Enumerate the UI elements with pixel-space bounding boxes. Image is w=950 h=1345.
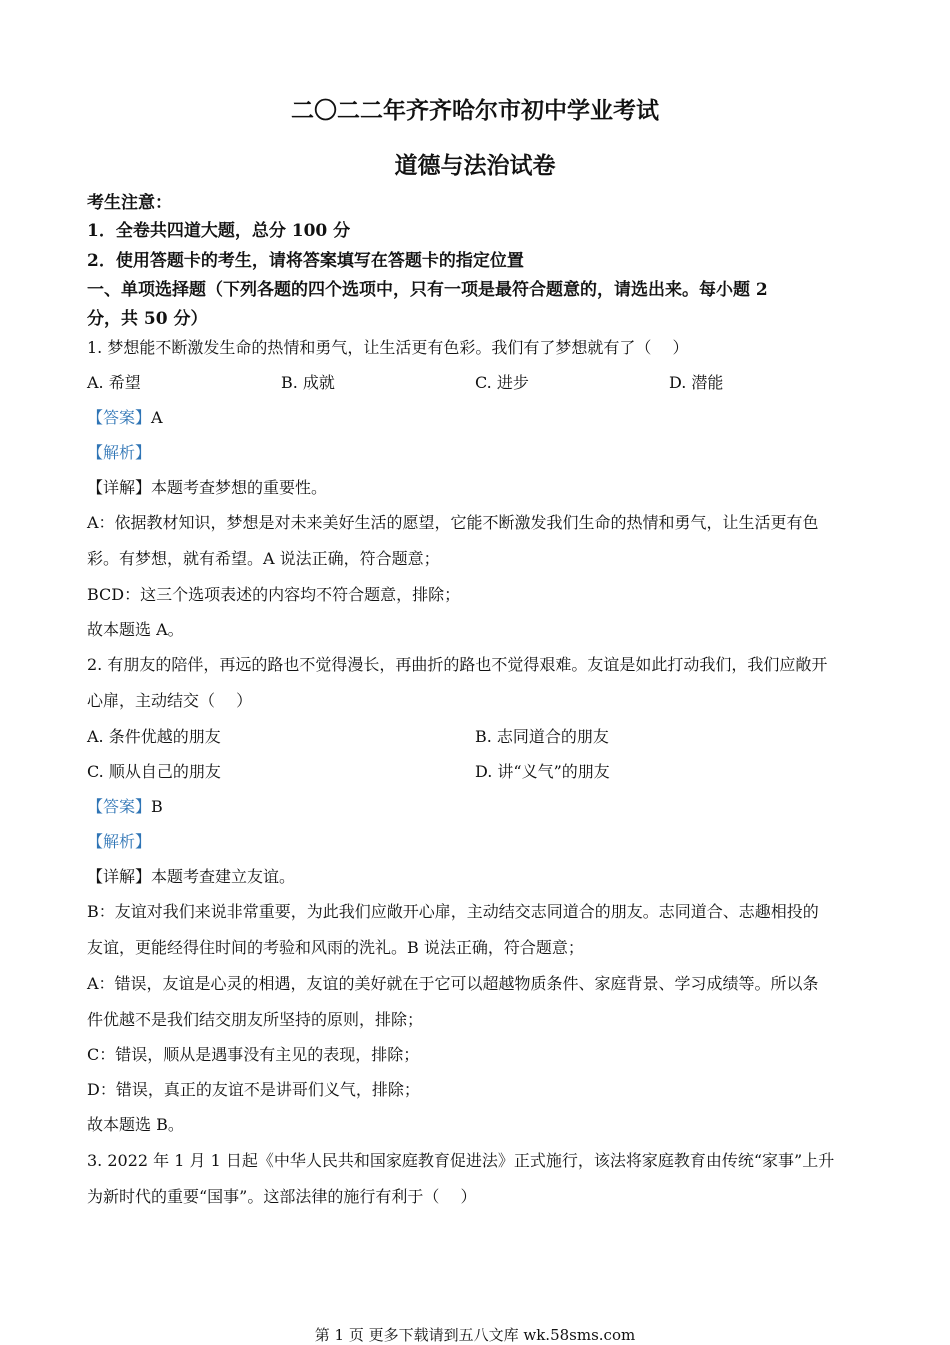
q2-option-a: A. 条件优越的朋友 <box>87 727 221 746</box>
exam-subtitle: 道德与法治试卷 <box>394 152 556 179</box>
q2-explanation: B：友谊对我们来说非常重要，为此我们应敞开心扉，主动结交志同道合的朋友。志同道合、志趣相投的 <box>87 902 819 921</box>
q2-analysis-tag: 【解析】 <box>87 832 152 851</box>
q2-answer <box>87 797 163 817</box>
q1-explanation: A：依据教材知识，梦想是对未来美好生活的愿望，它能不断激发我们生命的热情和勇气，让生活更有色 <box>87 513 819 532</box>
q2-explanation: D：错误，真正的友谊不是讲哥们义气，排除； <box>87 1080 420 1099</box>
section-heading: 一、单项选择题（下列各题的四个选项中，只有一项是最符合题意的，请选出来。每小题 2 <box>87 280 768 300</box>
q1-analysis-tag: 【解析】 <box>87 443 152 462</box>
q1-answer <box>87 408 163 428</box>
answer-value: A <box>151 408 163 427</box>
notice-heading: 考生注意： <box>87 193 172 213</box>
answer-value: B <box>151 797 163 816</box>
q2-explanation: C：错误，顺从是遇事没有主见的表现，排除； <box>87 1045 420 1064</box>
q1-option-a: A. 希望 <box>87 373 141 392</box>
notice-item: 2．使用答题卡的考生，请将答案填写在答题卡的指定位置 <box>87 251 524 271</box>
q1-conclusion: 故本题选 A。 <box>87 620 184 639</box>
answer-tag: 【答案】 <box>87 797 152 816</box>
section-heading-cont: 分，共 50 分） <box>87 309 208 329</box>
q2-explanation: 友谊，更能经得住时间的考验和风雨的洗礼。B 说法正确，符合题意； <box>87 938 584 957</box>
question-2-stem-cont: 心扉，主动结交（ ） <box>87 691 253 710</box>
answer-tag: 【答案】 <box>87 408 152 427</box>
q2-option-b: B. 志同道合的朋友 <box>475 727 609 746</box>
question-3-stem: 3. 2022 年 1 月 1 日起《中华人民共和国家庭教育促进法》正式施行，该法将家庭教育由传统“家事”上升 <box>87 1151 835 1170</box>
q1-detail: 【详解】本题考查梦想的重要性。 <box>87 478 328 497</box>
exam-title: 二〇二二年齐齐哈尔市初中学业考试 <box>291 97 659 124</box>
q2-conclusion: 故本题选 B。 <box>87 1115 184 1134</box>
q2-option-c: C. 顺从自己的朋友 <box>87 762 221 781</box>
q2-explanation: 件优越不是我们结交朋友所坚持的原则，排除； <box>87 1010 424 1029</box>
notice-item: 1．全卷共四道大题，总分 100 分 <box>87 221 351 241</box>
question-1-stem: 1. 梦想能不断激发生命的热情和勇气，让生活更有色彩。我们有了梦想就有了（ ） <box>87 338 689 357</box>
question-2-stem: 2. 有朋友的陪伴，再远的路也不觉得漫长，再曲折的路也不觉得艰难。友谊是如此打动我们，我们应敞开 <box>87 655 828 674</box>
page-footer: 第 1 页 更多下载请到五八文库 wk.58sms.com <box>314 1326 636 1344</box>
q1-explanation: BCD：这三个选项表述的内容均不符合题意，排除； <box>87 585 461 604</box>
q1-option-d: D. 潜能 <box>669 373 724 392</box>
question-3-stem-cont: 为新时代的重要“国事”。这部法律的施行有利于（ ） <box>87 1187 477 1206</box>
q2-detail: 【详解】本题考查建立友谊。 <box>87 867 296 886</box>
q1-explanation: 彩。有梦想，就有希望。A 说法正确，符合题意； <box>87 549 440 568</box>
q2-explanation: A：错误，友谊是心灵的相遇，友谊的美好就在于它可以超越物质条件、家庭背景、学习成绩等。所以条 <box>87 974 819 993</box>
q1-option-c: C. 进步 <box>475 373 529 392</box>
q1-option-b: B. 成就 <box>281 373 335 392</box>
q2-option-d: D. 讲“义气”的朋友 <box>475 762 610 781</box>
